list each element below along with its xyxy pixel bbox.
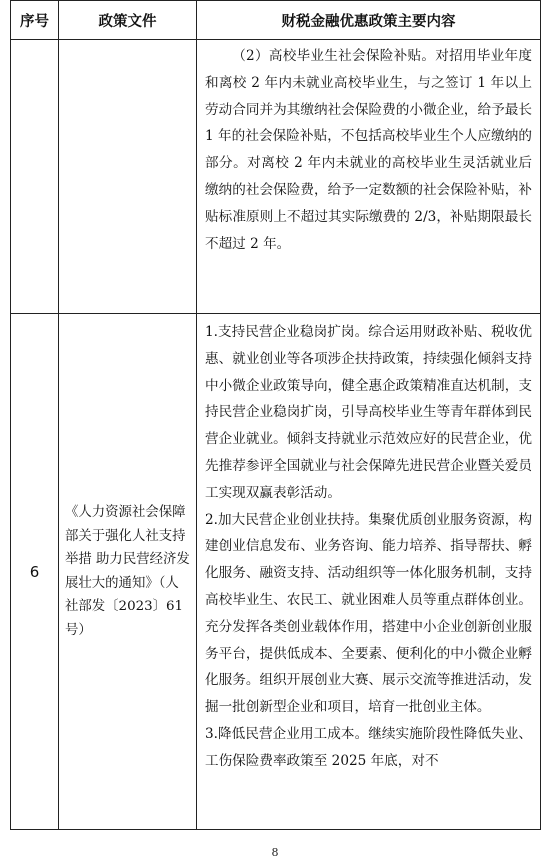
- cell-number: [11, 40, 59, 314]
- page-number: 8: [271, 846, 279, 859]
- cell-content: [197, 40, 541, 314]
- header-serial: 序号: [11, 1, 59, 40]
- cell-content: [197, 314, 541, 830]
- cell-document: 《人力资源社会保障部关于强化人社支持举措 助力民营经济发展壮大的通知》（人社部发〔2023〕61 号）: [59, 314, 197, 830]
- cell-number: 6: [11, 314, 59, 830]
- policy-item-1: 1.支持民营企业稳岗扩岗。综合运用财政补贴、税收优惠、就业创业等各项涉企扶持政策，持续强化倾斜支持中小微企业政策导向，健全惠企政策精准直达机制，支持民营企业稳岗扩岗，引导高校毕业生等青年群体到民营企业就业。倾斜支持就业示范效应好的民营企业，优先推荐参评全国就业与社会保障先进民营企业暨关爱员工实现双赢表彰活动。: [205, 324, 532, 501]
- social-insurance-subsidy-text: （2）高校毕业生社会保险补贴。对招用毕业年度和离校 2 年内未就业高校毕业生，与之签订 1 年以上劳动合同并为其缴纳社会保险费的小微企业，给予最长 1 年的社会保险补贴，不包括高校毕业生个人应缴纳的部分。对离校 2 年内未就业的高校毕业生灵活就业后缴纳的社会保险费，给予一定数额的社会保险补贴，补贴标准原则上不超过其实际缴费的 2/3，补贴期限最长不超过 2 年。: [205, 48, 532, 252]
- policy-table: [10, 0, 541, 830]
- table-row: [11, 40, 541, 314]
- table-header-row: [11, 1, 541, 40]
- policy-item-2: 2.加大民营企业创业扶持。集聚优质创业服务资源，构建创业信息发布、业务咨询、能力培养、指导帮扶、孵化服务、融资支持、活动组织等一体化服务机制，支持高校毕业生、农民工、就业困难人员等重点群体创业。充分发挥各类创业载体作用，搭建中小企业创新创业服务平台，提供低成本、全要素、便利化的中小微企业孵化服务。组织开展创业大赛、展示交流等推进活动，发掘一批创新型企业和项目，培育一批创业主体。: [205, 511, 532, 716]
- cell-document: [59, 40, 197, 314]
- header-policy-document: 政策文件: [59, 1, 197, 40]
- table-row: [11, 314, 541, 830]
- header-main-content: 财税金融优惠政策主要内容: [197, 1, 541, 40]
- policy-item-3: 3.降低民营企业用工成本。继续实施阶段性降低失业、工伤保险费率政策至 2025 年底，对不: [205, 725, 532, 769]
